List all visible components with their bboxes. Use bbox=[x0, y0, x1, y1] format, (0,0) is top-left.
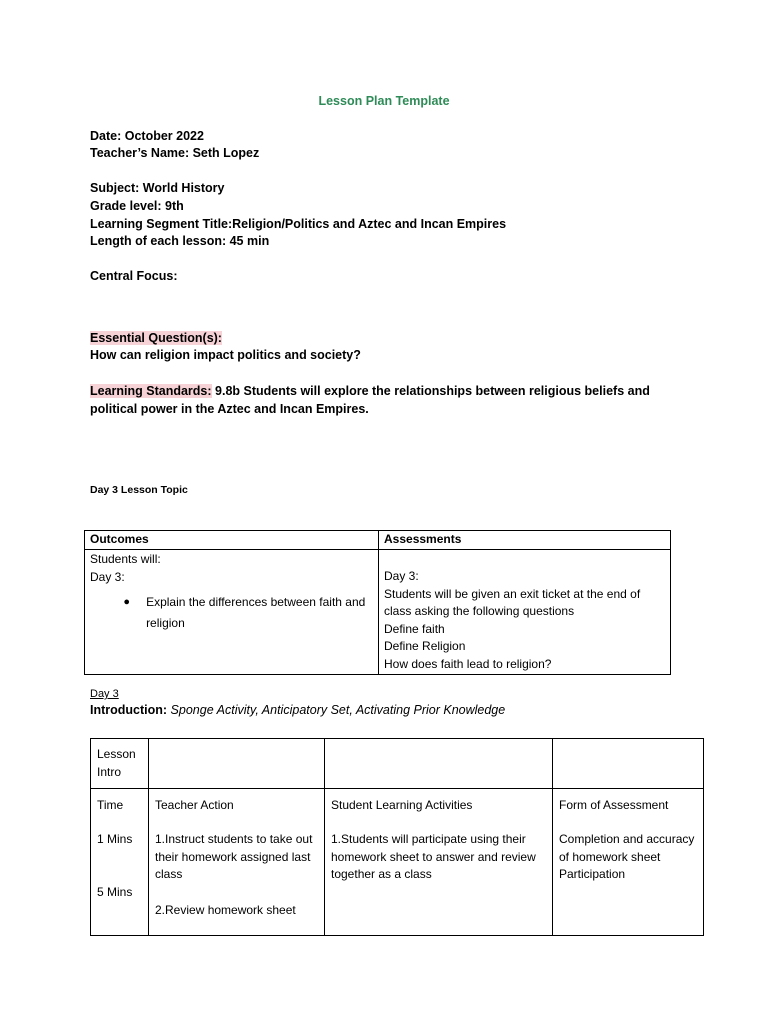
segment-line: Learning Segment Title:Religion/Politics and Aztec and Incan Empires bbox=[90, 217, 507, 231]
document-title: Lesson Plan Template bbox=[318, 94, 450, 108]
essential-question-label bbox=[90, 331, 222, 345]
length-line: Length of each lesson: 45 min bbox=[90, 234, 270, 248]
teacher-action-header: Teacher Action bbox=[149, 789, 325, 824]
time-cell bbox=[91, 823, 149, 936]
teacher-action-2: 2.Review homework sheet bbox=[155, 902, 296, 917]
central-focus-label: Central Focus: bbox=[90, 269, 178, 283]
assessment-day: Day 3: bbox=[384, 569, 419, 583]
outcomes-cell bbox=[85, 550, 379, 675]
outcome-bullet-item bbox=[90, 592, 373, 634]
assessment-form-1: Completion and accuracy of homework sheet bbox=[559, 832, 695, 864]
outcomes-table bbox=[84, 530, 671, 675]
teacher-action-cell bbox=[149, 823, 325, 936]
date-line: Date: October 2022 bbox=[90, 129, 204, 143]
essential-question-highlight: Essential Question(s): bbox=[90, 331, 222, 345]
assessment-question: Define faith bbox=[384, 621, 445, 636]
lesson-table bbox=[90, 738, 704, 936]
time-header: Time bbox=[91, 789, 149, 824]
lesson-intro-cell: Lesson Intro bbox=[91, 739, 149, 789]
empty-cell bbox=[325, 739, 553, 789]
outcomes-line: Students will: bbox=[90, 552, 161, 566]
assessment-form-cell bbox=[553, 823, 704, 936]
assessment-question: How does faith lead to religion? bbox=[384, 656, 552, 671]
assessment-form-header: Form of Assessment bbox=[553, 789, 704, 824]
day-heading: Day 3 bbox=[90, 688, 119, 700]
assessments-header: Assessments bbox=[379, 531, 671, 550]
subject-line: Subject: World History bbox=[90, 181, 225, 195]
learning-standards bbox=[90, 383, 690, 418]
student-activities-cell bbox=[325, 823, 553, 936]
grade-line: Grade level: 9th bbox=[90, 199, 184, 213]
learning-standards-text: 9.8b Students will explore the relationships between religious beliefs and political power in the Aztec and Incan Empires. bbox=[90, 384, 650, 416]
assessment-form-2: Participation bbox=[559, 867, 626, 881]
assessment-question: Define Religion bbox=[384, 639, 466, 653]
student-activities-header: Student Learning Activities bbox=[325, 789, 553, 824]
lesson-topic: Day 3 Lesson Topic bbox=[90, 484, 188, 496]
assessment-exit-ticket: Students will be given an exit ticket at the end of class asking the following questions bbox=[384, 586, 641, 618]
teacher-action-1: 1.Instruct students to take out their homework assigned last class bbox=[155, 832, 313, 881]
assessments-cell bbox=[379, 550, 671, 675]
empty-cell bbox=[149, 739, 325, 789]
outcomes-day: Day 3: bbox=[90, 569, 125, 584]
introduction-label: Introduction: bbox=[90, 703, 168, 717]
bullet-icon: ● bbox=[123, 596, 131, 608]
introduction-text: Sponge Activity, Anticipatory Set, Activating Prior Knowledge bbox=[167, 703, 506, 717]
learning-standards-label: Learning Standards: bbox=[90, 384, 212, 398]
student-activity-1: 1.Students will participate using their homework sheet to answer and review together as a class bbox=[331, 832, 536, 881]
time-value: 5 Mins bbox=[97, 884, 133, 899]
outcomes-header: Outcomes bbox=[85, 531, 379, 550]
time-value: 1 Mins bbox=[97, 832, 133, 846]
outcome-bullet-text: Explain the differences between faith and religion bbox=[146, 595, 366, 630]
introduction-line bbox=[90, 703, 505, 717]
empty-cell bbox=[553, 739, 704, 789]
teacher-line: Teacher’s Name: Seth Lopez bbox=[90, 146, 260, 160]
essential-question-text: How can religion impact politics and society? bbox=[90, 348, 361, 362]
